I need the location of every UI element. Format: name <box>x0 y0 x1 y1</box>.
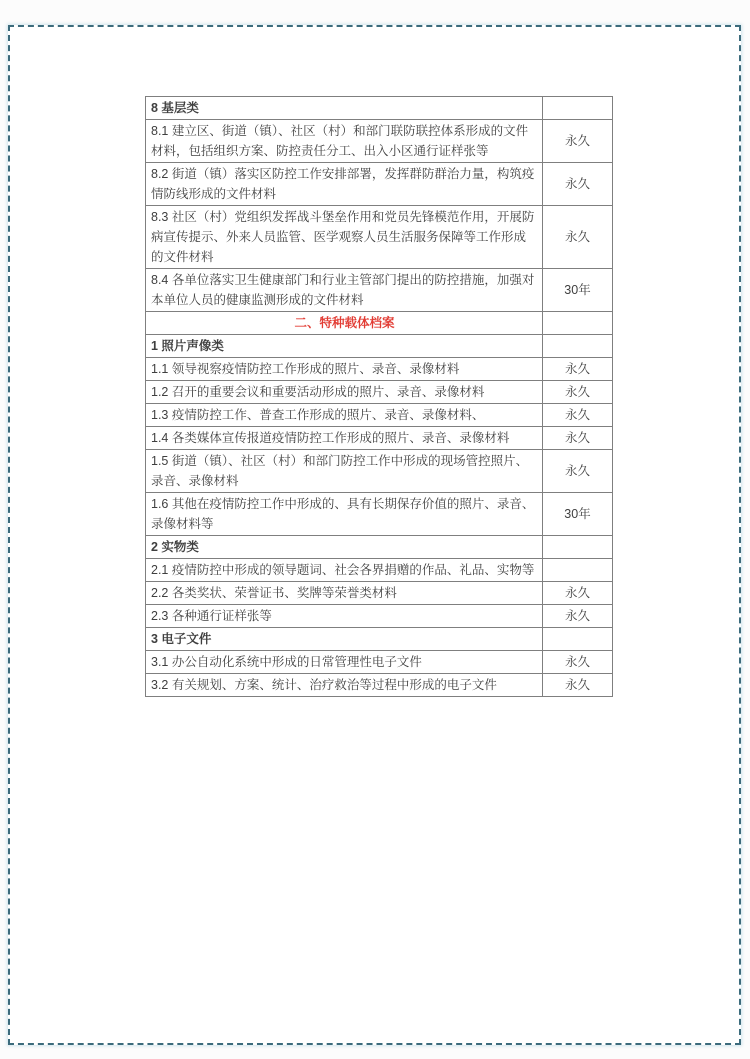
retention-period-cell: 永久 <box>543 674 613 697</box>
table-row <box>146 559 613 582</box>
retention-period-cell <box>543 628 613 651</box>
table-row <box>146 120 613 163</box>
document-page <box>8 25 741 1045</box>
table-row <box>146 335 613 358</box>
table-row <box>146 605 613 628</box>
retention-period-cell <box>543 97 613 120</box>
retention-period-cell: 永久 <box>543 120 613 163</box>
table-row <box>146 381 613 404</box>
table-row <box>146 628 613 651</box>
item-text-cell: 二、特种载体档案 <box>146 312 543 335</box>
table-row <box>146 582 613 605</box>
item-text-cell: 1.6 其他在疫情防控工作中形成的、具有长期保存价值的照片、录音、录像材料等 <box>146 493 543 536</box>
table-row <box>146 651 613 674</box>
retention-table-body <box>146 97 613 697</box>
item-text-cell: 3 电子文件 <box>146 628 543 651</box>
table-row <box>146 536 613 559</box>
retention-period-cell <box>543 536 613 559</box>
table-row <box>146 269 613 312</box>
table-row <box>146 674 613 697</box>
table-row <box>146 450 613 493</box>
table-row <box>146 493 613 536</box>
retention-period-cell <box>543 335 613 358</box>
item-text-cell: 3.2 有关规划、方案、统计、治疗救治等过程中形成的电子文件 <box>146 674 543 697</box>
retention-period-cell: 永久 <box>543 163 613 206</box>
retention-period-cell: 永久 <box>543 450 613 493</box>
item-text-cell: 1.5 街道（镇）、社区（村）和部门防控工作中形成的现场管控照片、录音、录像材料 <box>146 450 543 493</box>
table-row <box>146 404 613 427</box>
retention-period-cell <box>543 559 613 582</box>
table-row <box>146 206 613 269</box>
item-text-cell: 8.3 社区（村）党组织发挥战斗堡垒作用和党员先锋模范作用，开展防病宣传提示、外来人员监管、医学观察人员生活服务保障等工作形成的文件材料 <box>146 206 543 269</box>
item-text-cell: 1.3 疫情防控工作、普查工作形成的照片、录音、录像材料、 <box>146 404 543 427</box>
item-text-cell: 2 实物类 <box>146 536 543 559</box>
retention-period-cell: 30年 <box>543 269 613 312</box>
retention-period-cell: 永久 <box>543 404 613 427</box>
item-text-cell: 2.1 疫情防控中形成的领导题词、社会各界捐赠的作品、礼品、实物等 <box>146 559 543 582</box>
table-row <box>146 312 613 335</box>
retention-period-cell: 永久 <box>543 206 613 269</box>
item-text-cell: 1.2 召开的重要会议和重要活动形成的照片、录音、录像材料 <box>146 381 543 404</box>
item-text-cell: 2.2 各类奖状、荣誉证书、奖牌等荣誉类材料 <box>146 582 543 605</box>
item-text-cell: 1 照片声像类 <box>146 335 543 358</box>
item-text-cell: 3.1 办公自动化系统中形成的日常管理性电子文件 <box>146 651 543 674</box>
table-row <box>146 163 613 206</box>
item-text-cell: 8.1 建立区、街道（镇）、社区（村）和部门联防联控体系形成的文件材料，包括组织方案、防控责任分工、出入小区通行证样张等 <box>146 120 543 163</box>
retention-period-cell: 永久 <box>543 427 613 450</box>
retention-period-cell: 永久 <box>543 381 613 404</box>
item-text-cell: 8.4 各单位落实卫生健康部门和行业主管部门提出的防控措施，加强对本单位人员的健康监测形成的文件材料 <box>146 269 543 312</box>
table-row <box>146 427 613 450</box>
retention-period-cell: 永久 <box>543 651 613 674</box>
table-row <box>146 97 613 120</box>
table-row <box>146 358 613 381</box>
item-text-cell: 2.3 各种通行证样张等 <box>146 605 543 628</box>
retention-period-cell <box>543 312 613 335</box>
retention-period-cell: 永久 <box>543 605 613 628</box>
retention-period-cell: 30年 <box>543 493 613 536</box>
retention-period-cell: 永久 <box>543 582 613 605</box>
item-text-cell: 1.4 各类媒体宣传报道疫情防控工作形成的照片、录音、录像材料 <box>146 427 543 450</box>
item-text-cell: 8 基层类 <box>146 97 543 120</box>
item-text-cell: 8.2 街道（镇）落实区防控工作安排部署，发挥群防群治力量，构筑疫情防线形成的文件材料 <box>146 163 543 206</box>
retention-period-cell: 永久 <box>543 358 613 381</box>
retention-table <box>145 96 613 697</box>
item-text-cell: 1.1 领导视察疫情防控工作形成的照片、录音、录像材料 <box>146 358 543 381</box>
